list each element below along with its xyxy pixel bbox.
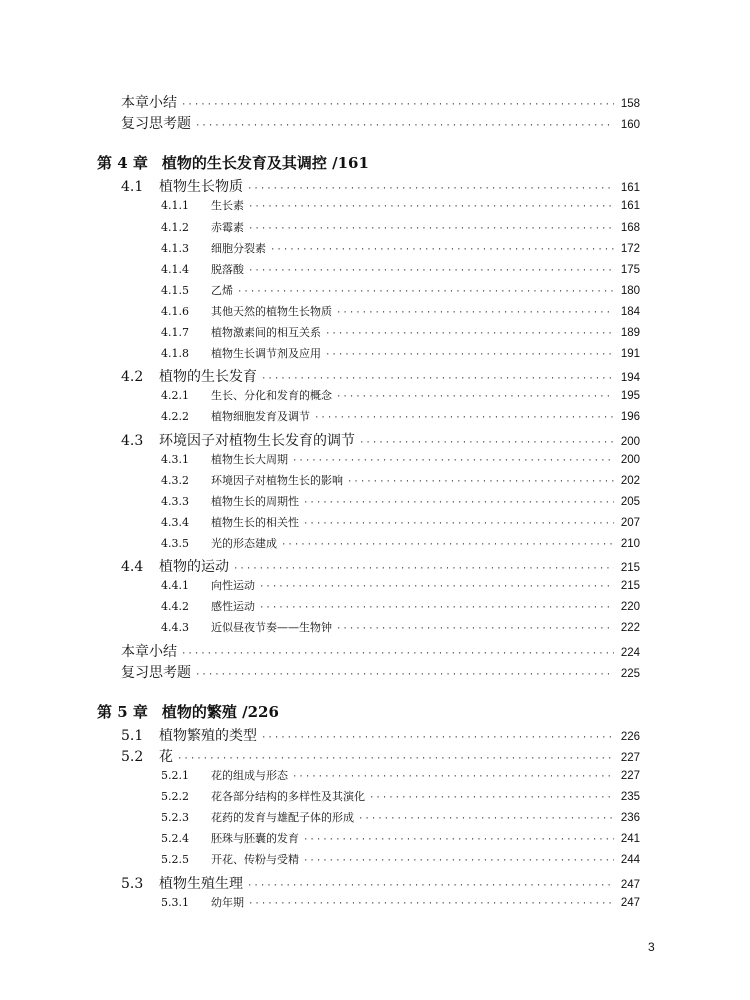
- page-ref: 247: [620, 878, 640, 891]
- dot-leader: [261, 733, 614, 743]
- entry-title: 向性运动: [211, 579, 255, 593]
- page-ref: 172: [620, 242, 640, 255]
- toc-section-entry[interactable]: [0, 430, 750, 450]
- entry-title: 光的形态建成: [211, 537, 277, 550]
- page-ref: 215: [620, 580, 640, 593]
- section-number: 5.3: [121, 875, 144, 892]
- page-ref: 247: [620, 896, 640, 909]
- section-number: 4.1.3: [161, 241, 189, 255]
- dot-leader: [237, 287, 614, 297]
- section-number: 4.3.3: [161, 494, 189, 508]
- dot-leader: [248, 266, 614, 276]
- section-number: 5.2: [121, 748, 144, 765]
- page-ref: 220: [620, 601, 640, 614]
- chapter-number: 第 4 章: [97, 154, 148, 173]
- page-ref: 224: [620, 646, 640, 659]
- section-number: 5.3.1: [161, 895, 189, 909]
- entry-title: 环境因子对植物生长发育的调节: [159, 432, 355, 449]
- page-ref: 236: [620, 812, 640, 825]
- page-ref: 227: [620, 751, 640, 764]
- entry-title: 本章小结: [121, 643, 177, 660]
- dot-leader: [336, 392, 614, 402]
- page-ref: 226: [620, 730, 640, 743]
- section-number: 4.4.3: [161, 621, 189, 635]
- entry-title: 植物的运动: [159, 559, 229, 576]
- dot-leader: [270, 245, 614, 255]
- page-ref: 207: [620, 516, 640, 529]
- toc-subsection-entry[interactable]: [0, 303, 750, 323]
- dot-leader: [233, 564, 614, 574]
- entry-title: 生长、分化和发育的概念: [211, 389, 332, 403]
- toc-subsection-entry[interactable]: [0, 851, 750, 871]
- dot-leader: [261, 374, 614, 384]
- dot-leader: [195, 121, 614, 131]
- dot-leader: [248, 899, 614, 909]
- toc-subsection-entry[interactable]: [0, 577, 750, 597]
- page-ref: 210: [620, 538, 640, 550]
- page-ref: 194: [620, 372, 640, 385]
- toc-subsection-entry[interactable]: [0, 324, 750, 344]
- section-number: 4.4.1: [161, 579, 189, 593]
- dot-leader: [248, 224, 614, 234]
- toc-subsection-entry[interactable]: [0, 219, 750, 239]
- page-ref: 200: [620, 435, 640, 448]
- chapter-number: 第 5 章: [97, 702, 148, 721]
- toc-section-entry[interactable]: [0, 873, 750, 893]
- section-number: 4.1.4: [161, 262, 189, 276]
- entry-title: 脱落酸: [211, 262, 244, 276]
- chapter-title: 植物的生长发育及其调控 /161: [161, 154, 369, 173]
- toc-section-entry[interactable]: [0, 366, 750, 386]
- entry-title: 植物生长的相关性: [211, 515, 299, 529]
- entry-title: 植物生长大周期: [211, 452, 288, 466]
- toc-section-entry[interactable]: [0, 746, 750, 766]
- toc-section-entry[interactable]: [0, 556, 750, 576]
- entry-title: 生长素: [211, 199, 244, 213]
- entry-title: 开花、传粉与受精: [211, 853, 299, 867]
- section-number: 4.2.2: [161, 410, 189, 424]
- section-number: 5.2.5: [161, 853, 189, 867]
- dot-leader: [336, 624, 614, 634]
- entry-title: 幼年期: [211, 895, 244, 909]
- page-number: 3: [648, 940, 655, 954]
- entry-title: 花的组成与形态: [211, 769, 288, 782]
- entry-title: 细胞分裂素: [211, 241, 266, 255]
- section-number: 4.1.2: [161, 220, 189, 234]
- dot-leader: [325, 329, 614, 339]
- page-ref: 227: [620, 770, 640, 782]
- page-ref: 215: [620, 562, 640, 575]
- dot-leader: [247, 184, 614, 194]
- page-ref: 205: [620, 495, 640, 508]
- chapter-heading: [97, 152, 369, 173]
- dot-leader: [195, 670, 614, 680]
- dot-leader: [292, 456, 614, 466]
- dot-leader: [181, 649, 614, 659]
- dot-leader: [292, 772, 614, 782]
- dot-leader: [259, 603, 614, 613]
- section-number: 4.1.7: [161, 326, 189, 339]
- page-ref: 160: [620, 119, 640, 132]
- entry-title: 植物细胞发育及调节: [211, 410, 310, 424]
- toc-entry[interactable]: [0, 641, 750, 661]
- toc-section-entry[interactable]: [0, 176, 750, 196]
- entry-title: 本章小结: [121, 95, 177, 111]
- toc-subsection-entry[interactable]: [0, 282, 750, 302]
- section-number: 4.3: [121, 432, 144, 449]
- toc-subsection-entry[interactable]: [0, 387, 750, 407]
- entry-title: 复习思考题: [121, 664, 191, 681]
- dot-leader: [248, 202, 614, 212]
- section-number: 4.4.2: [161, 600, 189, 614]
- entry-title: 感性运动: [211, 600, 255, 614]
- page-ref: 235: [620, 791, 640, 804]
- page-ref: 200: [620, 453, 640, 466]
- entry-title: 植物生殖生理: [159, 875, 243, 892]
- section-number: 5.2.3: [161, 811, 189, 825]
- entry-title: 环境因子对植物生长的影响: [211, 473, 343, 487]
- entry-title: 植物生长的周期性: [211, 494, 299, 508]
- entry-title: 近似昼夜节奏——生物钟: [211, 621, 332, 635]
- page-ref: 161: [620, 182, 640, 195]
- toc-subsection-entry[interactable]: [0, 493, 750, 513]
- dot-leader: [177, 754, 614, 764]
- toc-subsection-entry[interactable]: [0, 345, 750, 365]
- entry-title: 花: [159, 748, 173, 765]
- dot-leader: [281, 540, 614, 550]
- toc-subsection-entry[interactable]: [0, 767, 750, 787]
- dot-leader: [303, 519, 614, 529]
- toc-subsection-entry[interactable]: [0, 619, 750, 639]
- toc-subsection-entry[interactable]: [0, 261, 750, 281]
- page-ref: 196: [620, 411, 640, 424]
- toc-subsection-entry[interactable]: [0, 472, 750, 492]
- toc-section-entry[interactable]: [0, 725, 750, 745]
- page-ref: 202: [620, 474, 640, 487]
- dot-leader: [259, 582, 614, 592]
- chapter-heading: [97, 701, 279, 722]
- entry-title: 复习思考题: [121, 116, 191, 133]
- page-ref: 222: [620, 622, 640, 635]
- section-number: 4.3.2: [161, 473, 189, 487]
- section-number: 4.4: [121, 559, 144, 576]
- page-ref: 241: [620, 833, 640, 846]
- toc-subsection-entry[interactable]: [0, 408, 750, 428]
- toc-subsection-entry[interactable]: [0, 240, 750, 260]
- page-ref: 225: [620, 667, 640, 680]
- dot-leader: [181, 100, 614, 110]
- section-number: 5.1: [121, 727, 144, 744]
- dot-leader: [325, 350, 614, 360]
- page-ref: 184: [620, 305, 640, 318]
- section-number: 4.3.5: [161, 537, 189, 550]
- section-number: 4.1: [121, 179, 144, 196]
- entry-title: 乙烯: [211, 283, 233, 297]
- entry-title: 其他天然的植物生长物质: [211, 304, 332, 318]
- dot-leader: [247, 881, 614, 891]
- entry-title: 植物的生长发育: [159, 369, 257, 386]
- dot-leader: [303, 498, 614, 508]
- entry-title: 植物激素间的相互关系: [211, 326, 321, 339]
- toc-subsection-entry[interactable]: [0, 809, 750, 829]
- toc-subsection-entry[interactable]: [0, 788, 750, 808]
- page-ref: 191: [620, 348, 640, 361]
- toc-subsection-entry[interactable]: [0, 830, 750, 850]
- toc-subsection-entry[interactable]: [0, 598, 750, 618]
- toc-subsection-entry[interactable]: [0, 894, 750, 914]
- entry-title: 花药的发育与雄配子体的形成: [211, 811, 354, 825]
- dot-leader: [314, 413, 614, 423]
- page-ref: 161: [620, 200, 640, 213]
- section-number: 4.2: [121, 369, 144, 386]
- section-number: 4.1.1: [161, 199, 189, 213]
- toc-entry[interactable]: [0, 113, 750, 133]
- page-ref: 175: [620, 263, 640, 276]
- page-ref: 244: [620, 854, 640, 867]
- section-number: 5.2.1: [161, 769, 189, 782]
- section-number: 4.3.1: [161, 452, 189, 466]
- section-number: 4.1.6: [161, 304, 189, 318]
- toc-subsection-entry[interactable]: [0, 514, 750, 534]
- entry-title: 花各部分结构的多样性及其演化: [211, 790, 365, 804]
- entry-title: 植物生长调节剂及应用: [211, 347, 321, 361]
- entry-title: 植物生长物质: [159, 179, 243, 196]
- entry-title: 胚珠与胚囊的发育: [211, 832, 299, 846]
- section-number: 4.3.4: [161, 515, 189, 529]
- dot-leader: [303, 856, 614, 866]
- chapter-title: 植物的繁殖 /226: [161, 702, 279, 721]
- dot-leader: [369, 793, 614, 803]
- dot-leader: [347, 477, 614, 487]
- page-ref: 195: [620, 390, 640, 403]
- toc-subsection-entry[interactable]: [0, 535, 750, 555]
- dot-leader: [358, 814, 614, 824]
- section-number: 5.2.4: [161, 832, 189, 846]
- page-ref: 168: [620, 221, 640, 234]
- entry-title: 植物繁殖的类型: [159, 727, 257, 744]
- toc-entry[interactable]: [0, 92, 750, 112]
- toc-subsection-entry[interactable]: [0, 197, 750, 217]
- section-number: 4.2.1: [161, 389, 189, 403]
- section-number: 4.1.5: [161, 283, 189, 297]
- toc-subsection-entry[interactable]: [0, 451, 750, 471]
- dot-leader: [336, 308, 614, 318]
- section-number: 4.1.8: [161, 347, 189, 361]
- toc-entry[interactable]: [0, 662, 750, 682]
- page-ref: 158: [620, 98, 640, 110]
- page-ref: 180: [620, 284, 640, 297]
- dot-leader: [303, 835, 614, 845]
- page-ref: 189: [620, 327, 640, 339]
- section-number: 5.2.2: [161, 790, 189, 804]
- dot-leader: [359, 438, 614, 448]
- entry-title: 赤霉素: [211, 220, 244, 234]
